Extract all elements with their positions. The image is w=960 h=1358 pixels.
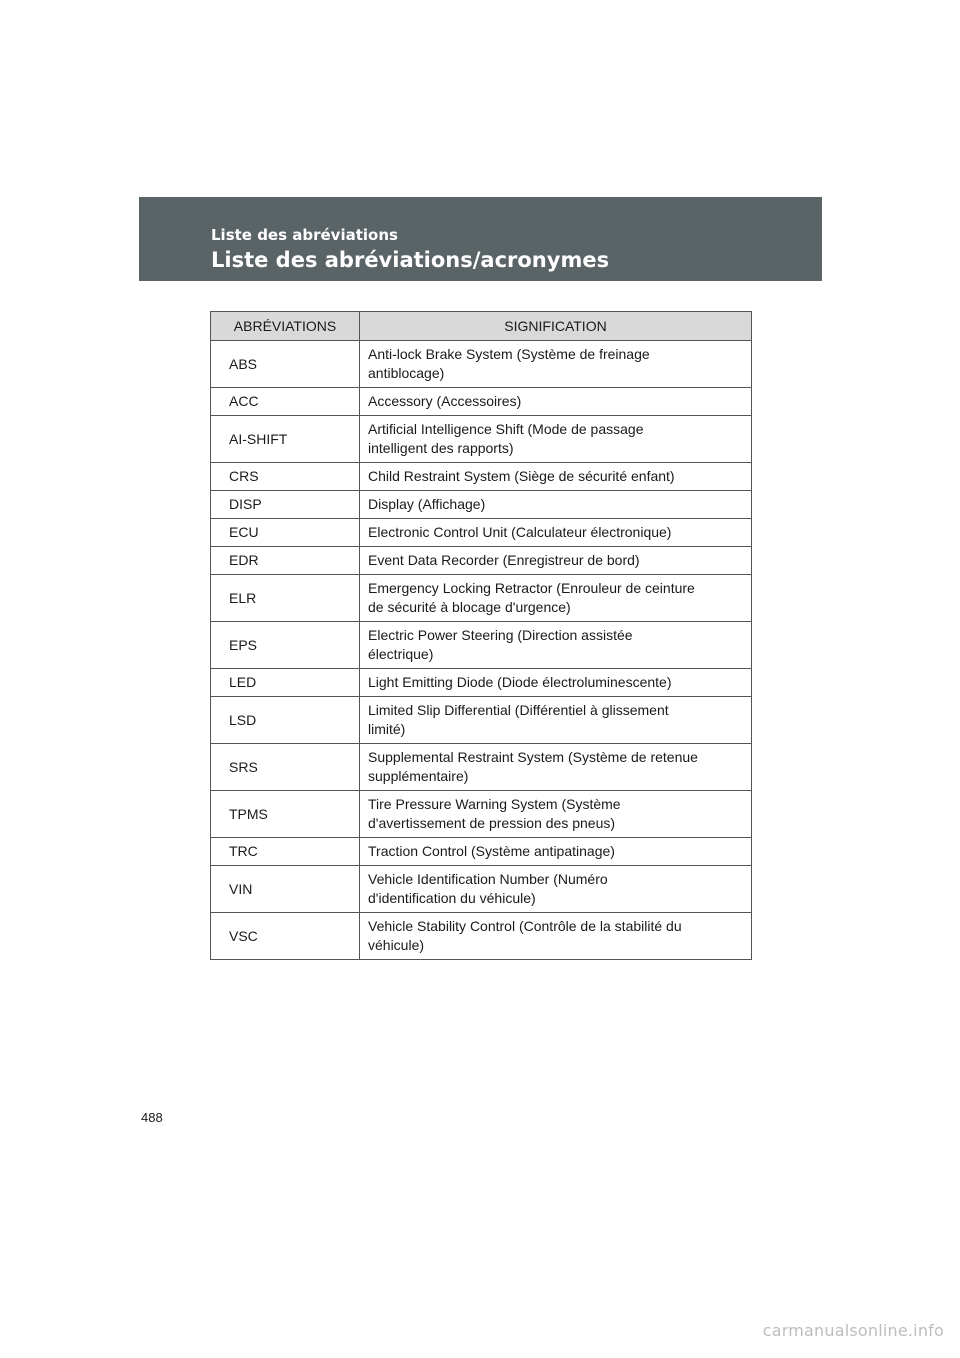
meaning-line: Vehicle Stability Control (Contrôle de la stabilité du	[368, 918, 682, 934]
abbreviation-cell: EPS	[211, 622, 360, 669]
abbreviation-cell: DISP	[211, 491, 360, 519]
watermark: carmanualsonline.info	[762, 1321, 944, 1340]
meaning-line: véhicule)	[368, 937, 425, 953]
meaning-cell	[360, 669, 752, 697]
table-row	[211, 791, 752, 838]
table-row	[211, 697, 752, 744]
abbreviation-cell: ELR	[211, 575, 360, 622]
abbreviations-table	[210, 311, 752, 960]
meaning-cell	[360, 416, 752, 463]
meaning-cell	[360, 388, 752, 416]
meaning-line: Traction Control (Système antipatinage)	[368, 843, 615, 859]
meaning-cell	[360, 547, 752, 575]
table-row	[211, 744, 752, 791]
abbreviation-cell: VSC	[211, 913, 360, 960]
table-row	[211, 341, 752, 388]
table-body	[211, 341, 752, 960]
meaning-line: Vehicle Identification Number (Numéro	[368, 871, 608, 887]
table-row	[211, 575, 752, 622]
meaning-line: Accessory (Accessoires)	[368, 393, 522, 409]
abbreviation-cell: LSD	[211, 697, 360, 744]
section-label: Liste des abréviations	[211, 226, 398, 244]
table-row	[211, 866, 752, 913]
table-row	[211, 463, 752, 491]
meaning-line: Emergency Locking Retractor (Enrouleur de ceinture	[368, 580, 695, 596]
table-row	[211, 622, 752, 669]
meaning-cell	[360, 519, 752, 547]
meaning-line: Anti-lock Brake System (Système de freinage	[368, 346, 650, 362]
abbreviation-cell: ABS	[211, 341, 360, 388]
meaning-cell	[360, 463, 752, 491]
table-row	[211, 547, 752, 575]
abbreviation-cell: ECU	[211, 519, 360, 547]
table-row	[211, 519, 752, 547]
meaning-line: électrique)	[368, 646, 434, 662]
meaning-cell	[360, 838, 752, 866]
meaning-line: Light Emitting Diode (Diode électroluminescente)	[368, 674, 672, 690]
meaning-line: d'identification du véhicule)	[368, 890, 536, 906]
meaning-line: d'avertissement de pression des pneus)	[368, 815, 616, 831]
meaning-cell	[360, 791, 752, 838]
abbreviation-cell: VIN	[211, 866, 360, 913]
meaning-cell	[360, 341, 752, 388]
abbreviation-cell: CRS	[211, 463, 360, 491]
column-header-abbreviations: ABRÉVIATIONS	[211, 312, 360, 341]
abbreviation-cell: TRC	[211, 838, 360, 866]
meaning-cell	[360, 622, 752, 669]
meaning-line: Tire Pressure Warning System (Système	[368, 796, 621, 812]
meaning-line: de sécurité à blocage d'urgence)	[368, 599, 571, 615]
table-row	[211, 388, 752, 416]
meaning-cell	[360, 697, 752, 744]
meaning-line: Child Restraint System (Siège de sécurité enfant)	[368, 468, 675, 484]
meaning-cell	[360, 575, 752, 622]
table-header-row	[211, 312, 752, 341]
column-header-signification: SIGNIFICATION	[360, 312, 752, 341]
table-row	[211, 416, 752, 463]
table-row	[211, 838, 752, 866]
abbreviation-cell: SRS	[211, 744, 360, 791]
meaning-line: Display (Affichage)	[368, 496, 486, 512]
table-row	[211, 491, 752, 519]
page-number: 488	[141, 1110, 163, 1125]
meaning-line: Limited Slip Differential (Différentiel à glissement	[368, 702, 669, 718]
table-row	[211, 913, 752, 960]
abbreviation-cell: ACC	[211, 388, 360, 416]
meaning-line: Electronic Control Unit (Calculateur électronique)	[368, 524, 672, 540]
meaning-cell	[360, 744, 752, 791]
meaning-cell	[360, 866, 752, 913]
table-row	[211, 669, 752, 697]
meaning-line: Supplemental Restraint System (Système de retenue	[368, 749, 698, 765]
header-band	[139, 197, 822, 281]
meaning-line: limité)	[368, 721, 406, 737]
meaning-line: Artificial Intelligence Shift (Mode de passage	[368, 421, 644, 437]
meaning-line: supplémentaire)	[368, 768, 469, 784]
abbreviation-cell: EDR	[211, 547, 360, 575]
meaning-cell	[360, 913, 752, 960]
abbreviation-cell: LED	[211, 669, 360, 697]
meaning-line: antiblocage)	[368, 365, 445, 381]
abbreviation-cell: TPMS	[211, 791, 360, 838]
abbreviation-cell: AI-SHIFT	[211, 416, 360, 463]
page-title: Liste des abréviations/acronymes	[211, 248, 610, 272]
meaning-cell	[360, 491, 752, 519]
meaning-line: intelligent des rapports)	[368, 440, 514, 456]
meaning-line: Electric Power Steering (Direction assistée	[368, 627, 633, 643]
meaning-line: Event Data Recorder (Enregistreur de bord)	[368, 552, 640, 568]
